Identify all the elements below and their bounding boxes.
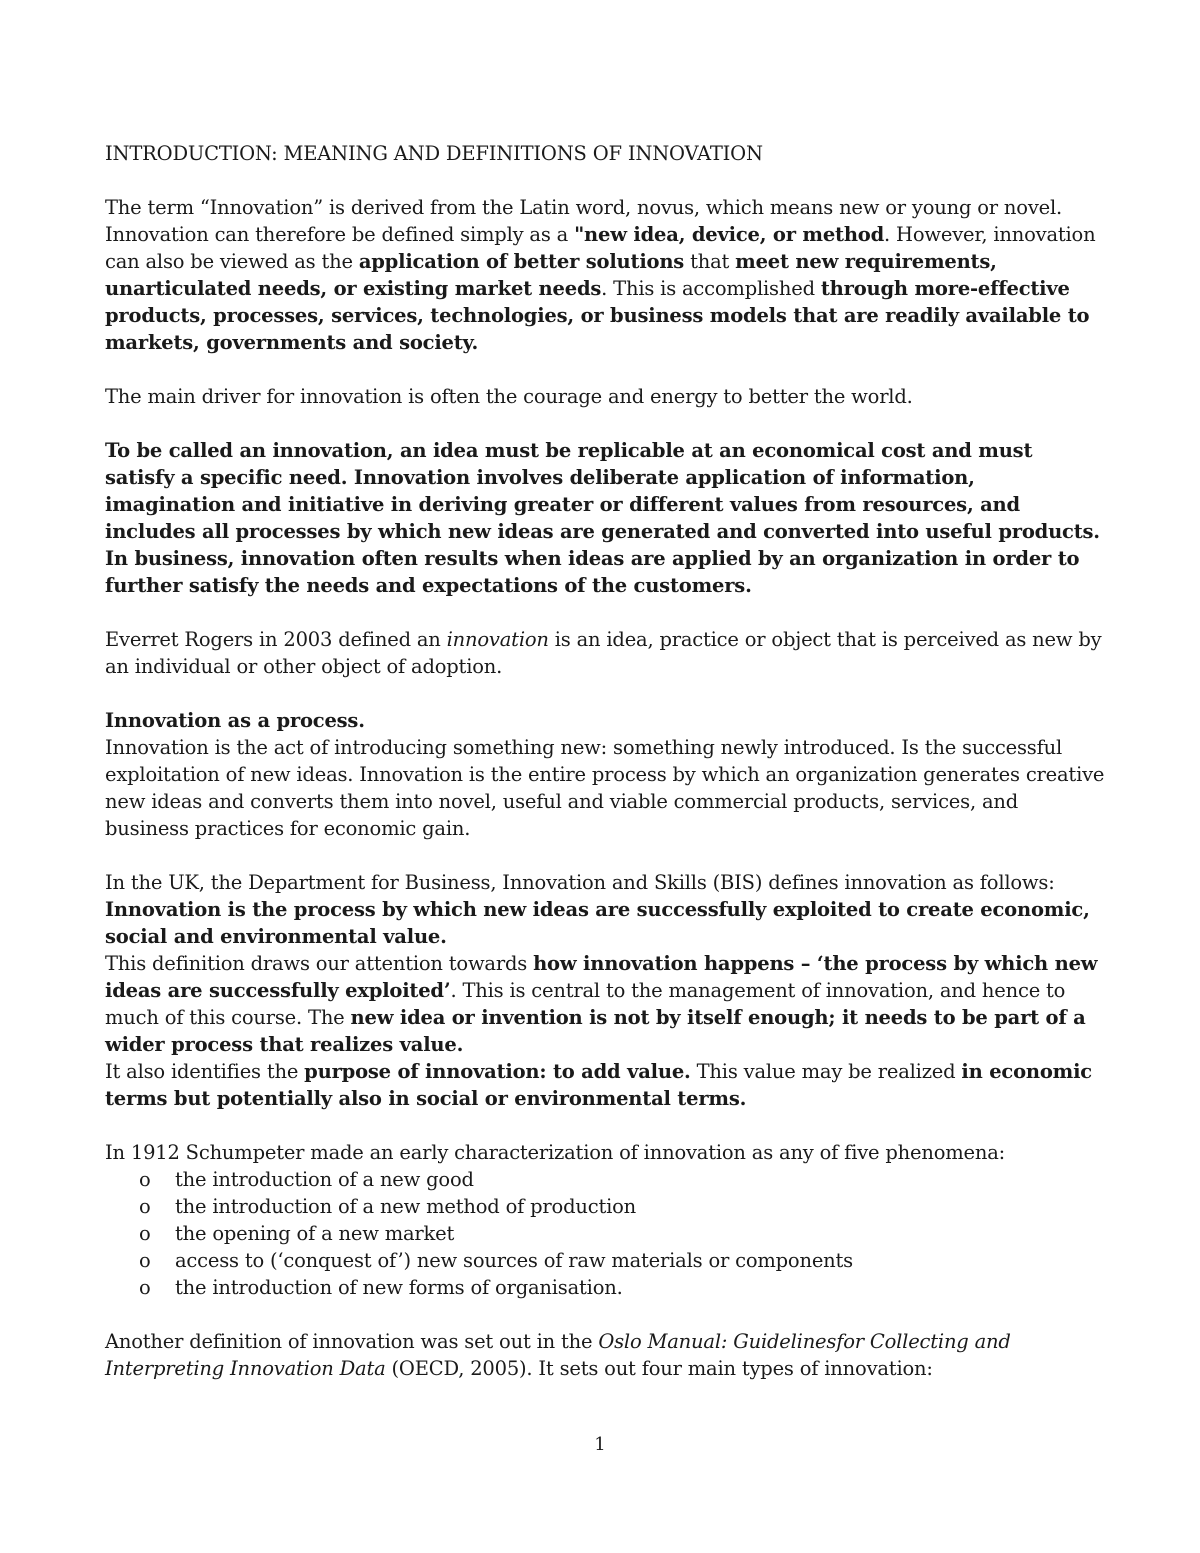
paragraph-bis: In the UK, the Department for Business, Innovation and Skills (BIS) defines innovation as follows: Innovation is the process by which new ideas are successfully exploited to create economic, social and environmental value. This definition draws our attention towards how innovation happens – ‘the process by which new ideas are successfully exploited’. This is central to the management of innovation, and hence to much of this course. The new idea or invention is not by itself enough; it needs to be part of a wider process that realizes value. It also identifies the purpose of innovation: to add value. This value may be realized in economic terms but potentially also in social or environmental terms. <box>105 871 1098 1110</box>
paragraph-oslo: Another definition of innovation was set out in the Oslo Manual: Guidelinesfor Collecting and Interpreting Innovation Data (OECD, 2005). It sets out four main types of innovation: <box>105 1330 1011 1380</box>
section-innovation-process: Innovation as a process. Innovation is the act of introducing something new: something newly introduced. Is the successful exploitation of new ideas. Innovation is the entire process by which an organization generates creative new ideas and converts them into novel, useful and viable commercial products, services, and business practices for economic gain. <box>105 709 1105 840</box>
bullet-marker: o <box>139 1168 151 1191</box>
document-page <box>105 140 1105 1409</box>
page-title: INTRODUCTION: MEANING AND DEFINITIONS OF INNOVATION <box>105 142 763 165</box>
bullet-marker: o <box>139 1222 151 1245</box>
page-number: 1 <box>594 1434 606 1455</box>
paragraph-main-driver: The main driver for innovation is often the courage and energy to better the world. <box>105 385 913 408</box>
phenomena-list <box>105 1166 1105 1301</box>
bullet-marker: o <box>139 1249 151 1272</box>
paragraph-definition: The term “Innovation” is derived from the Latin word, novus, which means new or young or novel. Innovation can therefore be defined simply as a "new idea, device, or method. However, innovation can also be viewed as the application of better solutions that meet new requirements, unarticulated needs, or existing market needs. This is accomplished through more-effective products, processes, services, technologies, or business models that are readily available to markets, governments and society. <box>105 196 1096 354</box>
list-item: o the introduction of a new good <box>139 1168 474 1191</box>
list-item: o access to (‘conquest of’) new sources of raw materials or components <box>139 1249 853 1272</box>
paragraph-rogers: Everret Rogers in 2003 defined an innovation is an idea, practice or object that is perceived as new by an individual or other object of adoption. <box>105 628 1102 678</box>
list-item: o the opening of a new market <box>139 1222 455 1245</box>
bullet-marker: o <box>139 1195 151 1218</box>
section-heading: Innovation as a process. <box>105 709 365 732</box>
list-item: o the introduction of new forms of organisation. <box>139 1276 623 1299</box>
bullet-marker: o <box>139 1276 151 1299</box>
paragraph-schumpeter: In 1912 Schumpeter made an early characterization of innovation as any of five phenomena: <box>105 1141 1006 1164</box>
list-item: o the introduction of a new method of production <box>139 1195 637 1218</box>
paragraph-called-innovation: To be called an innovation, an idea must be replicable at an economical cost and must satisfy a specific need. Innovation involves deliberate application of information, imagination and initiative in deriving greater or different values from resources, and includes all processes by which new ideas are generated and converted into useful products. In business, innovation often results when ideas are applied by an organization in order to further satisfy the needs and expectations of the customers. <box>105 439 1100 597</box>
